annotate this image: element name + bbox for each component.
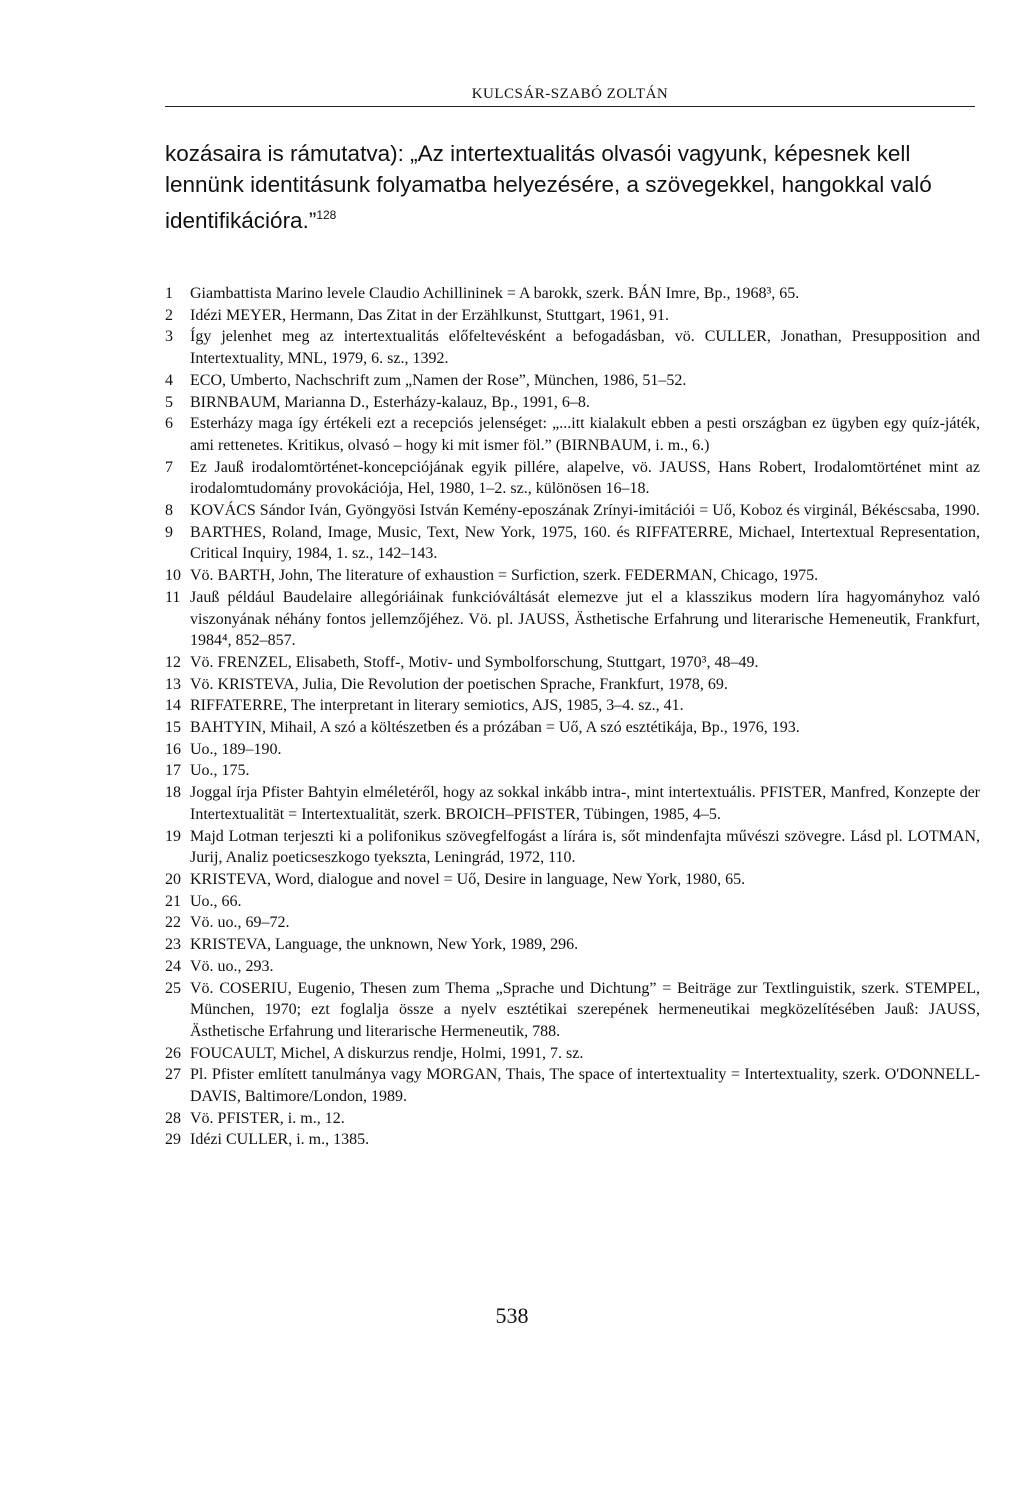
footnote-text: FOUCAULT, Michel, A diskurzus rendje, Holmi, 1991, 7. sz. bbox=[190, 1044, 584, 1062]
footnote-number: 13 bbox=[165, 675, 181, 693]
footnote-item bbox=[165, 522, 980, 565]
footnote-text: BAHTYIN, Mihail, A szó a költészetben és a prózában = Uő, A szó esztétikája, Bp., 1976, 193. bbox=[190, 719, 800, 737]
footnote-text: Jauß például Baudelaire allegóriáinak funkcióváltását elemezve jut el a klasszikus modern líra hagyományhoz való viszonyának néhány fontos jellemzőjéhez. Vö. pl. JAUSS, Ästhetische Erfahrung und literarische Hemeneutik, Frankfurt, 1984⁴, 852–857. bbox=[190, 588, 980, 650]
body-text: kozásaira is rámutatva): „Az intertextualitás olvasói vagyunk, képesnek kell lennünk identitásunk folyamatba helyezésére, a szövegekkel, hangokkal való identifikációra.” bbox=[165, 141, 932, 233]
footnote-number: 7 bbox=[165, 458, 173, 476]
footnote-number: 27 bbox=[165, 1066, 181, 1084]
header-rule bbox=[165, 106, 975, 107]
footnote-item bbox=[165, 565, 980, 587]
footnote-text: Uo., 66. bbox=[190, 892, 242, 910]
footnote-item bbox=[165, 587, 980, 652]
footnote-number: 20 bbox=[165, 870, 181, 888]
footnote-text: BARTHES, Roland, Image, Music, Text, New York, 1975, 160. és RIFFATERRE, Michael, Intertextual Representation, Critical Inquiry, 1984, 1. sz., 142–143. bbox=[190, 523, 980, 563]
footnote-number: 2 bbox=[165, 306, 173, 324]
footnote-number: 1 bbox=[165, 285, 173, 302]
footnote-number: 15 bbox=[165, 719, 181, 737]
footnote-number: 24 bbox=[165, 957, 181, 975]
body-paragraph bbox=[165, 138, 980, 236]
footnote-reference: 128 bbox=[316, 208, 337, 222]
footnote-text: Joggal írja Pfister Bahtyin elméletéről, hogy az sokkal inkább intra-, mint intertextuális. PFISTER, Manfred, Konzepte der Intertextualität = Intertextualität, szerk. BROICH–PFISTER, Tübingen, 1985, 4–5. bbox=[190, 784, 980, 823]
footnote-text: ECO, Umberto, Nachschrift zum „Namen der Rose”, München, 1986, 51–52. bbox=[190, 371, 687, 389]
footnote-text: Vö. BARTH, John, The literature of exhaustion = Surfiction, szerk. FEDERMAN, Chicago, 1975. bbox=[190, 567, 819, 585]
footnote-item bbox=[165, 1064, 980, 1107]
footnote-text: KOVÁCS Sándor Iván, Gyöngyösi István Kemény-eposzának Zrínyi-imitációi = Uő, Koboz és virginál, Békéscsaba, 1990. bbox=[190, 502, 980, 520]
footnote-text: Vö. uo., 293. bbox=[190, 957, 274, 975]
footnote-item bbox=[165, 326, 980, 369]
footnote-text: Vö. FRENZEL, Elisabeth, Stoff-, Motiv- und Symbolforschung, Stuttgart, 1970³, 48–49. bbox=[190, 653, 759, 671]
footnote-number: 8 bbox=[165, 502, 173, 520]
footnote-item bbox=[165, 674, 980, 696]
footnote-number: 9 bbox=[165, 523, 173, 541]
footnote-item bbox=[165, 912, 980, 934]
footnote-text: Pl. Pfister említett tanulmánya vagy MORGAN, Thais, The space of intertextuality = Intertextuality, szerk. O'DONNELL-DAVIS, Baltimore/London, 1989. bbox=[190, 1066, 980, 1106]
footnote-item bbox=[165, 305, 980, 327]
footnote-item bbox=[165, 934, 980, 956]
footnote-item bbox=[165, 413, 980, 456]
footnote-text: Giambattista Marino levele Claudio Achillininek = A barokk, szerk. BÁN Imre, Bp., 1968³, 65. bbox=[190, 285, 800, 302]
footnote-text: Vö. COSERIU, Eugenio, Thesen zum Thema „Sprache und Dichtung” = Beiträge zur Textlinguistik, szerk. STEMPEL, München, 1970; ezt foglalja össze a nyelv esztétikai szerepének hermeneutikai megközelítésében Jauß: JAUSS, Ästhetische Erfahrung und literarische Hermeneutik, 788. bbox=[190, 979, 980, 1040]
footnote-item bbox=[165, 869, 980, 891]
footnote-text: KRISTEVA, Word, dialogue and novel = Uő, Desire in language, New York, 1980, 65. bbox=[190, 870, 746, 888]
footnote-number: 14 bbox=[165, 697, 181, 715]
page-number: 538 bbox=[495, 1303, 529, 1328]
footnote-number: 23 bbox=[165, 936, 181, 954]
footnote-text: Uo., 189–190. bbox=[190, 740, 282, 758]
footnote-item bbox=[165, 956, 980, 978]
footnote-item bbox=[165, 782, 980, 825]
footnote-text: Így jelenhet meg az intertextualitás előfeltevésként a befogadásban, vö. CULLER, Jonathan, Presupposition and Intertextuality, MNL, 1979, 6. sz., 1392. bbox=[190, 328, 980, 368]
footnote-text: Vö. uo., 69–72. bbox=[190, 914, 290, 932]
footnote-text: RIFFATERRE, The interpretant in literary semiotics, AJS, 1985, 3–4. sz., 41. bbox=[190, 697, 684, 715]
running-header: KULCSÁR-SZABÓ ZOLTÁN bbox=[471, 86, 669, 102]
footnote-number: 6 bbox=[165, 415, 173, 433]
footnote-number: 29 bbox=[165, 1131, 181, 1149]
footnote-number: 26 bbox=[165, 1044, 181, 1062]
footnote-number: 10 bbox=[165, 567, 181, 585]
footnote-item bbox=[165, 739, 980, 761]
footnote-item bbox=[165, 978, 980, 1043]
footnote-number: 11 bbox=[165, 588, 181, 606]
footnote-number: 12 bbox=[165, 653, 181, 671]
footnote-text: Ez Jauß irodalomtörténet-koncepciójának egyik pillére, alapelve, vö. JAUSS, Hans Robert, Irodalomtörténet mint az irodalomtudomány provokációja, Hel, 1980, 1–2. sz., különösen 16–18. bbox=[190, 458, 980, 498]
footnote-item bbox=[165, 760, 980, 782]
footnote-item bbox=[165, 1043, 980, 1065]
footnote-text: Esterházy maga így értékeli ezt a recepciós jelenséget: „...itt kialakult ebben a pesti országban ez ügyben egy quíz-játék, ami rettenetes. Kritikus, olvasó – hogy ki mit ismer föl.” (BIRNBAUM, i. m., 6.) bbox=[190, 415, 980, 454]
footnote-number: 17 bbox=[165, 762, 181, 780]
footnote-number: 19 bbox=[165, 827, 181, 845]
footnote-text: Majd Lotman terjeszti ki a polifonikus szövegfelfogást a lírára is, sőt mindenfajta művészi szövegre. Lásd pl. LOTMAN, Jurij, Analiz poeticseszkogo tyekszta, Leningrád, 1972, 110. bbox=[190, 827, 980, 867]
footnote-item bbox=[165, 1129, 980, 1151]
footnote-item bbox=[165, 891, 980, 913]
footnote-item bbox=[165, 370, 980, 392]
footnote-item bbox=[165, 695, 980, 717]
footnote-text: Uo., 175. bbox=[190, 762, 250, 780]
footnote-number: 22 bbox=[165, 914, 181, 932]
footnote-item bbox=[165, 826, 980, 869]
footnote-item bbox=[165, 717, 980, 739]
footnote-text: Vö. PFISTER, i. m., 12. bbox=[190, 1109, 345, 1127]
footnote-number: 4 bbox=[165, 371, 173, 389]
footnote-text: Idézi CULLER, i. m., 1385. bbox=[190, 1131, 370, 1149]
footnote-number: 18 bbox=[165, 784, 181, 802]
footnote-item bbox=[165, 500, 980, 522]
footnote-item bbox=[165, 1108, 980, 1130]
footnote-number: 28 bbox=[165, 1109, 181, 1127]
footnote-text: Vö. KRISTEVA, Julia, Die Revolution der poetischen Sprache, Frankfurt, 1978, 69. bbox=[190, 675, 728, 693]
footnote-number: 16 bbox=[165, 740, 181, 758]
footnote-text: Idézi MEYER, Hermann, Das Zitat in der Erzählkunst, Stuttgart, 1961, 91. bbox=[190, 306, 670, 324]
footnote-item bbox=[165, 457, 980, 500]
footnote-number: 25 bbox=[165, 979, 181, 997]
footnote-text: KRISTEVA, Language, the unknown, New York, 1989, 296. bbox=[190, 936, 579, 954]
footnote-number: 21 bbox=[165, 892, 181, 910]
footnote-number: 5 bbox=[165, 393, 173, 411]
footnote-text: BIRNBAUM, Marianna D., Esterházy-kalauz, Bp., 1991, 6–8. bbox=[190, 393, 590, 411]
footnote-number: 3 bbox=[165, 328, 173, 346]
footnote-list bbox=[165, 283, 980, 1151]
footnote-item bbox=[165, 283, 980, 305]
footnote-item bbox=[165, 652, 980, 674]
footnote-item bbox=[165, 392, 980, 414]
